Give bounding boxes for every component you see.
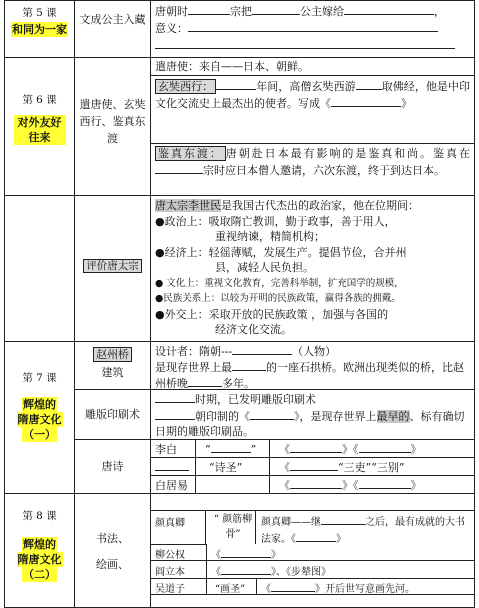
theme-line-1: 辉煌的 xyxy=(23,538,56,551)
bracket: 》 xyxy=(410,443,422,456)
jianzhen-block xyxy=(151,144,474,181)
liu-work xyxy=(211,546,281,561)
blank[interactable] xyxy=(155,408,195,420)
print-text-b: 朝印制的《 xyxy=(195,409,250,423)
blank[interactable] xyxy=(296,530,336,542)
jianzhen-label: 鉴真东渡： xyxy=(155,146,226,161)
divider xyxy=(195,440,196,493)
xuanzang-label: 玄奘西行： xyxy=(155,79,216,94)
lesson-6-cell xyxy=(5,58,75,195)
poetry-label: 唐诗 xyxy=(101,460,124,473)
blank[interactable] xyxy=(359,477,411,489)
blank[interactable] xyxy=(155,391,195,403)
calligraphy-label: 书法、 xyxy=(96,532,129,545)
blank[interactable] xyxy=(232,359,266,371)
taizong-content xyxy=(151,196,474,341)
lesson-7-cell xyxy=(5,342,75,493)
painting-label: 绘画、 xyxy=(96,558,129,571)
lesson-7-theme xyxy=(5,397,74,442)
yan-desc-b: 之后，最有成就的大书法家。《 xyxy=(261,517,465,545)
xz-text-b: 取佛经，他是中印文化交流史上最杰出的使者。写成 xyxy=(155,80,471,110)
printing-label-cell xyxy=(75,390,151,440)
yan-li-work xyxy=(211,563,331,578)
liu-gongquan: 柳公权 xyxy=(155,550,185,561)
bracket: 》《 xyxy=(342,443,359,456)
bracket: 《 xyxy=(279,479,290,492)
lesson-7-row xyxy=(4,342,475,494)
envoy-line: 遣唐使：来自——日本、朝鲜。 xyxy=(151,58,474,76)
worksheet-table xyxy=(4,0,475,608)
poet-baijuyi: 白居易 xyxy=(155,479,188,492)
theme-line-3: （一） xyxy=(23,428,56,441)
divider xyxy=(151,544,206,545)
blank[interactable] xyxy=(290,459,330,471)
blank[interactable] xyxy=(211,441,251,453)
yan-li-work-text: 》、《步辇图》 xyxy=(271,567,331,578)
poetry-grid xyxy=(151,440,474,493)
blank[interactable] xyxy=(155,37,455,49)
printing-content xyxy=(151,390,474,440)
bridge-content xyxy=(151,342,474,390)
divider xyxy=(206,544,207,594)
bracket: 《 xyxy=(279,443,290,456)
taizong-topic-cell xyxy=(75,196,151,341)
xz-text-a: 年间，高僧玄奘西游 xyxy=(256,80,356,93)
l5-text-c: 公主嫁给 xyxy=(300,5,344,18)
diplomacy-item-cont: 经济文化交流。 xyxy=(215,323,292,336)
bracket: 》 xyxy=(410,479,422,492)
bracket: 《 xyxy=(211,550,221,561)
lesson-6-theme: 对外友好往来 xyxy=(14,115,66,145)
print-text-a: 时期，已发明雕版印刷术 xyxy=(195,393,316,406)
blank[interactable] xyxy=(188,20,438,32)
yan-desc-a: 颜真卿——继 xyxy=(261,517,321,528)
lesson-8-theme xyxy=(5,537,74,582)
bracket: 》 xyxy=(271,550,281,561)
taizong-topic: 评价唐太宗 xyxy=(83,259,142,273)
xz-text-c: 《 xyxy=(320,97,331,110)
l5-text-d: ， xyxy=(434,5,445,18)
architecture-label: 建筑 xyxy=(101,366,124,379)
poetry-label-cell xyxy=(75,440,151,493)
blank[interactable] xyxy=(250,408,294,420)
l5-text-b: 宗把 xyxy=(230,5,252,18)
blank[interactable] xyxy=(216,78,256,90)
divider xyxy=(151,578,474,579)
economy-item: ●经济上：轻徭薄赋，发展生产。提倡节俭，合并州 xyxy=(155,245,407,259)
blank[interactable] xyxy=(330,459,338,471)
divider xyxy=(256,578,257,594)
works-2-text: “三吏”“三别” xyxy=(338,461,405,474)
politics-item: ●政治上：吸取隋亡教训，勤于政事，善于用人， xyxy=(155,214,396,228)
blank[interactable] xyxy=(155,459,189,471)
lesson-5-topic: 文成公主入藏 xyxy=(79,13,146,26)
yan-liben: 阎立本 xyxy=(155,567,185,578)
bracket: 《 xyxy=(261,584,271,595)
taizong-name: 唐太宗李世民 xyxy=(155,199,221,212)
xz-text-d: 》 xyxy=(401,97,412,110)
quote-open: “ xyxy=(205,443,211,456)
bracket: 》《 xyxy=(342,479,359,492)
lesson-8-number: 第 8 课 xyxy=(22,510,57,522)
blank[interactable] xyxy=(252,3,300,15)
ethnic-item: ●民族关系上：以较为开明的民族政策，赢得各族的拥戴。 xyxy=(155,293,401,304)
xuanzang-block xyxy=(151,76,474,144)
print-highlight: 最早的 xyxy=(376,409,410,423)
theme-line-1: 辉煌的 xyxy=(23,398,56,411)
works-2 xyxy=(279,459,405,475)
jz-text-a: 唐朝赴日本最有影响的是鉴真和尚。鉴真在 xyxy=(225,147,471,160)
bridge-text-d: 的一座石拱桥。欧洲出现类似的桥，比赵州桥晚 xyxy=(155,361,464,390)
lesson-5-topic-cell xyxy=(75,1,151,57)
blank[interactable] xyxy=(221,546,271,558)
print-text-c: 》，是现存世界上 xyxy=(294,409,377,423)
printing-label: 雕版印刷术 xyxy=(85,408,140,421)
lesson-5-content xyxy=(151,1,474,57)
blank[interactable] xyxy=(232,343,292,355)
lesson-6-topic: 遣唐使、玄奘西行、鉴真东渡 xyxy=(79,98,146,145)
bridge-text-b: （人物） xyxy=(292,345,337,358)
theme-line-2: 隋唐文化 xyxy=(17,413,62,426)
print-text-d: 、标有确切日期的雕版印刷品。 xyxy=(155,409,465,438)
taizong-row xyxy=(4,196,475,342)
politics-item-cont: 重视纳谏，精简机构； xyxy=(215,230,325,243)
lesson-6-row xyxy=(4,58,475,196)
blank[interactable] xyxy=(271,580,315,592)
yan-liu-style: “ 颜筋柳骨” xyxy=(213,514,253,540)
bridge-label: 赵州桥 xyxy=(93,347,132,362)
works-3 xyxy=(279,477,422,493)
taizong-intro: 是我国古代杰出的政治家，他在位期间： xyxy=(221,199,419,212)
blank[interactable] xyxy=(331,95,401,107)
diplomacy-item: ●外交上：采取开放的民族政策 ，加强与各国的 xyxy=(155,307,389,321)
divider xyxy=(151,457,474,458)
bridge-label-cell xyxy=(75,342,151,390)
blank[interactable] xyxy=(356,78,382,90)
blank[interactable] xyxy=(344,3,434,15)
poet-title-1 xyxy=(205,441,256,456)
lesson-6-topic-cell xyxy=(75,58,151,195)
poet-blank xyxy=(155,459,189,474)
yan-zhenqing: 颜真卿 xyxy=(155,518,185,529)
blank[interactable] xyxy=(155,162,203,174)
lesson-8-cell xyxy=(5,494,75,607)
bridge-text-c: 是现存世界上最 xyxy=(155,361,232,374)
art-grid xyxy=(151,494,474,607)
lesson-8-row xyxy=(4,494,475,608)
lesson-8-topic-cell xyxy=(75,494,151,607)
yan-desc-c: 》 xyxy=(336,534,346,545)
lesson-7-number: 第 7 课 xyxy=(22,372,57,384)
divider xyxy=(151,510,474,511)
wu-work-text: 》开后世写意画先河。 xyxy=(315,584,415,595)
theme-line-2: 隋唐文化 xyxy=(17,553,62,566)
blank[interactable] xyxy=(221,563,271,575)
works-1 xyxy=(279,441,422,457)
blank[interactable] xyxy=(290,441,342,453)
lesson-5-cell xyxy=(5,1,75,57)
bridge-text-a: 设计者：隋朝--- xyxy=(155,345,233,358)
divider xyxy=(151,475,474,476)
blank[interactable] xyxy=(321,513,365,525)
bridge-text-e: 多年。 xyxy=(222,377,255,390)
poet-libai: 李白 xyxy=(155,443,177,456)
economy-item-cont: 县，减轻人民负担。 xyxy=(215,261,314,274)
taizong-empty-cell xyxy=(5,196,75,341)
l5-text-a: 唐朝时 xyxy=(155,5,188,18)
yan-desc xyxy=(261,513,470,547)
wu-daozi: 吴道子 xyxy=(155,584,185,595)
lesson-6-content xyxy=(151,58,474,195)
culture-item: ● 文化上：重视文化教育，完善科举制，扩充国学的规模， xyxy=(155,277,404,289)
wu-work xyxy=(261,580,415,595)
divider xyxy=(269,440,270,493)
lesson-6-number: 第 6 课 xyxy=(22,94,57,106)
lesson-5-number: 第 5 课 xyxy=(22,7,57,19)
wu-title: “画圣” xyxy=(215,584,246,595)
bracket: 《 xyxy=(279,461,290,474)
blank[interactable] xyxy=(359,441,411,453)
divider xyxy=(151,560,474,561)
l5-meaning-label: 意义： xyxy=(155,22,188,35)
blank[interactable] xyxy=(188,375,222,387)
bracket: 《 xyxy=(211,567,221,578)
jz-text-b: 宗时应日本僧人邀请，六次东渡，终于到达日本。 xyxy=(203,164,445,177)
quote-close: ” xyxy=(250,443,257,456)
blank[interactable] xyxy=(188,3,230,15)
lesson-5-row xyxy=(4,0,475,58)
blank[interactable] xyxy=(290,477,342,489)
theme-line-3: （二） xyxy=(23,568,56,581)
poet-title-2: “诗圣” xyxy=(209,461,243,474)
lesson-5-theme: 和同为一家 xyxy=(12,23,67,36)
